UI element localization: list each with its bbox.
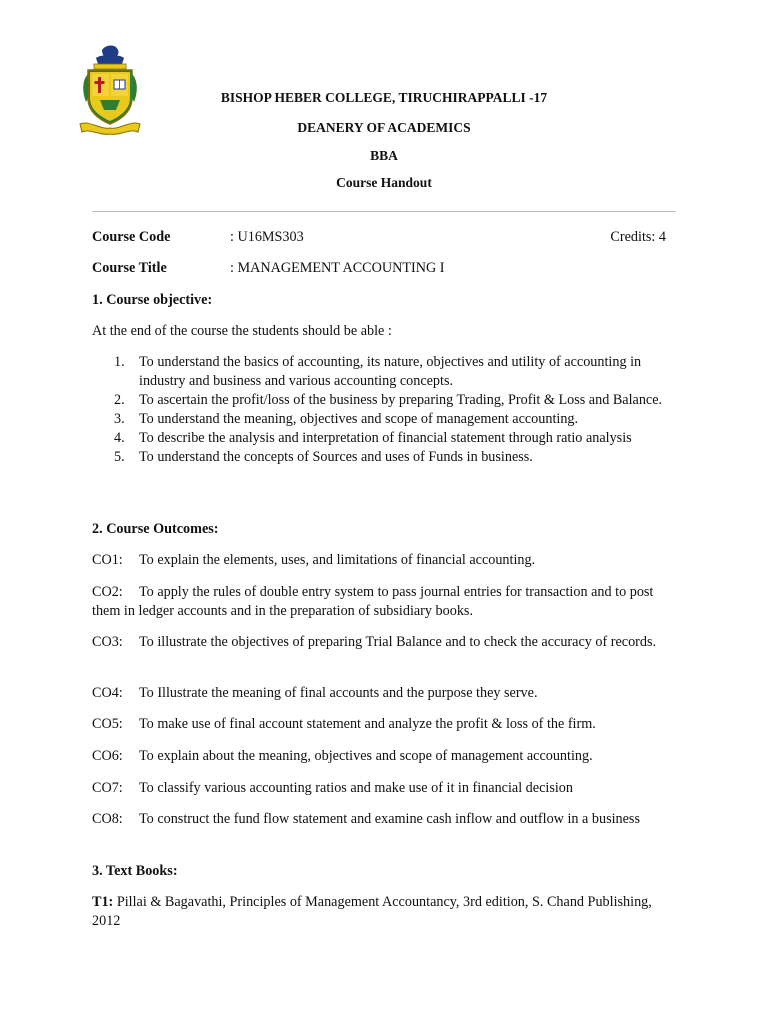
list-item-text: To understand the basics of accounting, its nature, objectives and utility of accounting in industry and business and various accounting concepts.	[139, 354, 642, 389]
textbook-item	[92, 893, 676, 931]
course-title-row	[92, 259, 676, 279]
outcome-text: To illustrate the objectives of preparing Trial Balance and to check the accuracy of records.	[139, 634, 657, 650]
list-item-text: To ascertain the profit/loss of the business by preparing Trading, Profit & Loss and Balance.	[139, 392, 663, 408]
college-name: BISHOP HEBER COLLEGE, TIRUCHIRAPPALLI -17	[220, 90, 548, 105]
course-title-label: Course Title	[92, 260, 167, 276]
list-item	[92, 353, 676, 391]
document-type: Course Handout	[336, 175, 432, 190]
list-item-number: 3.	[114, 411, 125, 427]
credits-value: Credits: 4	[610, 229, 666, 245]
outcome-item	[92, 684, 676, 703]
list-item-text: To understand the meaning, objectives and scope of management accounting.	[139, 411, 579, 427]
outcome-label: CO3:	[92, 634, 123, 650]
course-code-label: Course Code	[92, 229, 171, 245]
outcome-item	[92, 633, 676, 652]
list-item	[92, 391, 676, 410]
outcome-text: To explain about the meaning, objectives and scope of management accounting.	[139, 748, 593, 764]
outcome-text: To apply the rules of double entry system to pass journal entries for transaction and to post them in ledger accounts and in the preparation of subsidiary books.	[92, 584, 654, 619]
section-heading-outcomes: 2. Course Outcomes:	[92, 521, 219, 537]
outcome-text: To construct the fund flow statement and examine cash inflow and outflow in a business	[139, 811, 640, 827]
outcome-label: CO5:	[92, 716, 123, 732]
outcome-item	[92, 747, 676, 766]
outcome-item	[92, 715, 676, 734]
outcome-label: CO2:	[92, 584, 123, 600]
program-name: BBA	[370, 148, 398, 163]
outcome-label: CO1:	[92, 552, 123, 568]
list-item-number: 2.	[114, 392, 125, 408]
list-item	[92, 448, 676, 467]
deanery-title: DEANERY OF ACADEMICS	[297, 120, 471, 135]
outcome-text: To classify various accounting ratios and make use of it in financial decision	[139, 780, 573, 796]
course-title-value: : MANAGEMENT ACCOUNTING I	[230, 260, 445, 276]
list-item-text: To describe the analysis and interpretation of financial statement through ratio analysis	[139, 430, 632, 446]
header-divider	[92, 211, 676, 212]
course-code-value: : U16MS303	[230, 229, 304, 245]
outcome-text: To explain the elements, uses, and limitations of financial accounting.	[139, 552, 536, 568]
list-item-number: 4.	[114, 430, 125, 446]
outcome-label: CO4:	[92, 685, 123, 701]
outcome-text: To make use of final account statement and analyze the profit & loss of the firm.	[139, 716, 596, 732]
textbook-label: T1:	[92, 894, 114, 910]
objectives-list	[92, 353, 676, 467]
list-item-number: 5.	[114, 449, 125, 465]
outcome-text: To Illustrate the meaning of final accounts and the purpose they serve.	[139, 685, 538, 701]
outcome-item	[92, 551, 676, 570]
list-item-text: To understand the concepts of Sources and uses of Funds in business.	[139, 449, 533, 465]
outcome-label: CO7:	[92, 780, 123, 796]
list-item	[92, 429, 676, 448]
outcome-item	[92, 779, 676, 798]
outcome-label: CO8:	[92, 811, 123, 827]
course-code-row	[92, 228, 676, 248]
section-heading-objectives: 1. Course objective:	[92, 292, 213, 308]
objectives-intro: At the end of the course the students should be able :	[92, 323, 392, 339]
outcome-item	[92, 810, 676, 829]
list-item	[92, 410, 676, 429]
section-heading-textbooks: 3. Text Books:	[92, 863, 178, 879]
list-item-number: 1.	[114, 354, 125, 370]
textbook-text: Pillai & Bagavathi, Principles of Management Accountancy, 3rd edition, S. Chand Publishing, 2012	[92, 894, 652, 929]
outcome-label: CO6:	[92, 748, 123, 764]
outcome-item	[92, 583, 676, 621]
